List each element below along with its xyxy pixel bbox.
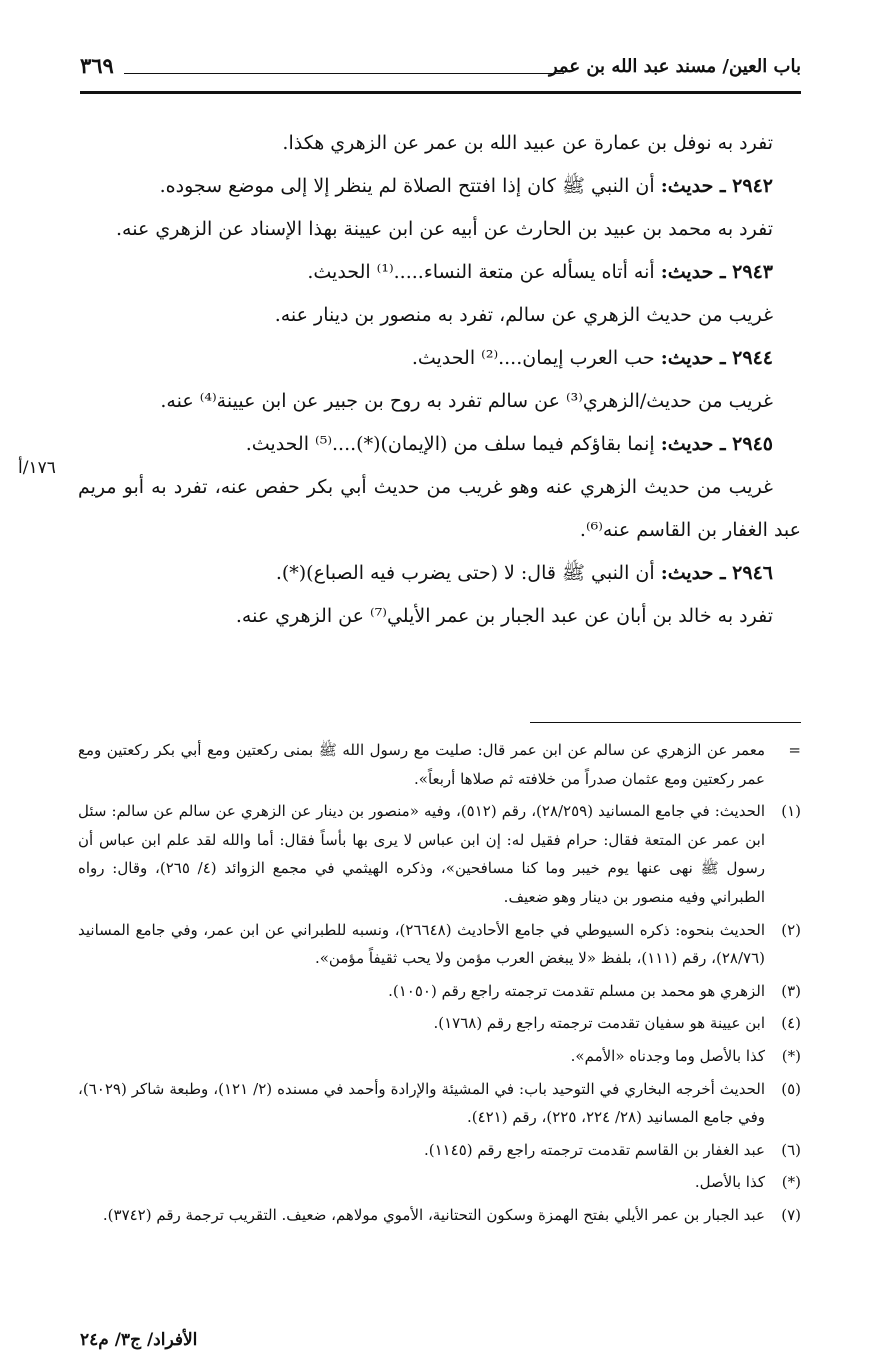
text-paragraph: تفرد به نوفل بن عمارة عن عبيد الله بن عمر عن الزهري هكذا. (282, 132, 773, 154)
text-paragraph: تفرد به خالد بن أبان عن عبد الجبار بن عمر الأيلي⁽⁷⁾ عن الزهري عنه. (235, 605, 773, 627)
hadith-entry (78, 165, 801, 208)
footnote-mark: (*) (781, 1046, 801, 1065)
page-number: ٣٦٩ (80, 53, 114, 78)
footnote (78, 1201, 801, 1230)
hadith-number: ٢٩٤٤ ـ حديث: (660, 347, 773, 369)
hadith-entry (78, 251, 801, 294)
footnote-text: الحديث: في جامع المسانيد (٢٨/٢٥٩)، رقم (٥١٢)، وفيه «منصور بن دينار عن الزهري عن سالم عن سالم: سئل ابن عمر عن المتعة فقال: حرام فقيل له: إن ابن عباس لا يرى بها بأساً فقال: أما والله لقد علم ابن عباس أن رسول ﷺ نهى عنها يوم خيبر وما كنا مسافحين»، وذكره الهيثمي في مجمع الزوائد (٤/ ٢٦٥)، وقال: رواه الطبراني وفيه منصور بن دينار وهو ضعيف. (78, 802, 766, 906)
text-paragraph: تفرد به محمد بن عبيد بن الحارث عن أبيه عن ابن عيينة بهذا الإسناد عن الزهري عنه. (116, 218, 773, 240)
footnote-text: ابن عيينة هو سفيان تقدمت ترجمته راجع رقم (١٧٦٨). (433, 1014, 765, 1033)
manuscript-folio-note: ١٧٦/أ (18, 458, 56, 478)
footnote-text: الحديث أخرجه البخاري في التوحيد باب: في المشيئة والإرادة وأحمد في مسنده (٢/ ١٢١)، وطبعة شاكر (٦٠٢٩)، وفي جامع المسانيد (٢٨/ ٢٢٤، ٢٢٥)، رقم (٤٢١). (78, 1079, 765, 1127)
footnote-mark: (*) (781, 1173, 801, 1192)
footnote-mark: (١) (781, 802, 801, 821)
footnote-text: كذا بالأصل. (694, 1173, 765, 1192)
footnote-mark: (٢) (781, 920, 801, 939)
footnote (78, 1075, 801, 1132)
hadith-text: إنما بقاؤكم فيما سلف من (الإيمان)(*)....⁽⁵⁾ الحديث. (245, 433, 661, 455)
footnote-mark: (٥) (781, 1079, 801, 1098)
footnote-mark: = (788, 741, 801, 759)
header-rule (80, 91, 801, 94)
footnote-text: عبد الغفار بن القاسم تقدمت ترجمته راجع رقم (١١٤٥). (423, 1140, 765, 1159)
footnote (78, 1168, 801, 1197)
footnote-mark: (٤) (781, 1014, 801, 1033)
hadith-number: ٢٩٤٢ ـ حديث: (660, 175, 773, 197)
hadith-number: ٢٩٤٥ ـ حديث: (660, 433, 773, 455)
footnote (78, 1136, 801, 1165)
footnote-mark: (٣) (781, 981, 801, 1000)
hadith-text: أن النبي ﷺ قال: لا (حتى يضرب فيه الصباع)(*). (275, 562, 661, 584)
footnote-mark: (٦) (781, 1140, 801, 1159)
hadith-entry (78, 423, 801, 466)
printer-signature: الأفراد/ ج٣/ م٢٤ (80, 1330, 198, 1350)
footnotes (78, 736, 801, 1234)
main-text (78, 122, 801, 638)
text-paragraph: غريب من حديث/الزهري⁽³⁾ عن سالم تفرد به روح بن جبير عن ابن عيينة⁽⁴⁾ عنه. (160, 390, 773, 412)
footnote (78, 977, 801, 1006)
hadith-number: ٢٩٤٦ ـ حديث: (660, 562, 773, 584)
text-paragraph: غريب من حديث الزهري عنه وهو غريب من حديث أبي بكر حفص عنه، تفرد به أبو مريم عبد الغفار بن القاسم عنه⁽⁶⁾. (78, 476, 801, 541)
footnote (78, 797, 801, 911)
hadith-text: أنه أتاه يسأله عن متعة النساء.....⁽¹⁾ الحديث. (307, 261, 661, 283)
hadith-text: أن النبي ﷺ كان إذا افتتح الصلاة لم ينظر إلا إلى موضع سجوده. (159, 175, 661, 197)
header-short-rule (124, 73, 564, 74)
footnote-text: كذا بالأصل وما وجدناه «الأمم». (570, 1046, 765, 1065)
footnote-mark: (٧) (781, 1205, 801, 1224)
footnote (78, 916, 801, 973)
footnote-separator (530, 722, 801, 723)
footnote (78, 736, 801, 793)
footnote-text: عبد الجبار بن عمر الأيلي بفتح الهمزة وسكون التحتانية، الأموي مولاهم، ضعيف. التقريب ترجمة رقم (٣٧٤٢). (102, 1205, 765, 1224)
running-header-title: باب العين/ مسند عبد الله بن عمر (549, 56, 801, 77)
footnote-text: الحديث بنحوه: ذكره السيوطي في جامع الأحاديث (٢٦٦٤٨)، ونسبه للطبراني عن ابن عمر، وفي جامع المسانيد (٢٨/٧٦)، رقم (١١١)، بلفظ «لا يبغض العرب مؤمن ولا يحب ثقيفاً مؤمن». (78, 920, 766, 968)
footnote-text: معمر عن الزهري عن سالم عن ابن عمر قال: صليت مع رسول الله ﷺ بمنى ركعتين ومع أبي بكر ركعتين ومع عمر ركعتين ومع عثمان صدراً من خلافته ثم صلاها أربعاً». (78, 741, 765, 788)
hadith-entry (78, 337, 801, 380)
footnote-text: الزهري هو محمد بن مسلم تقدمت ترجمته راجع رقم (١٠٥٠). (388, 981, 765, 1000)
hadith-number: ٢٩٤٣ ـ حديث: (660, 261, 773, 283)
footnote (78, 1042, 801, 1071)
text-paragraph: غريب من حديث الزهري عن سالم، تفرد به منصور بن دينار عنه. (274, 304, 773, 326)
hadith-text: حب العرب إيمان....⁽²⁾ الحديث. (411, 347, 661, 369)
hadith-entry (78, 552, 801, 595)
footnote (78, 1009, 801, 1038)
